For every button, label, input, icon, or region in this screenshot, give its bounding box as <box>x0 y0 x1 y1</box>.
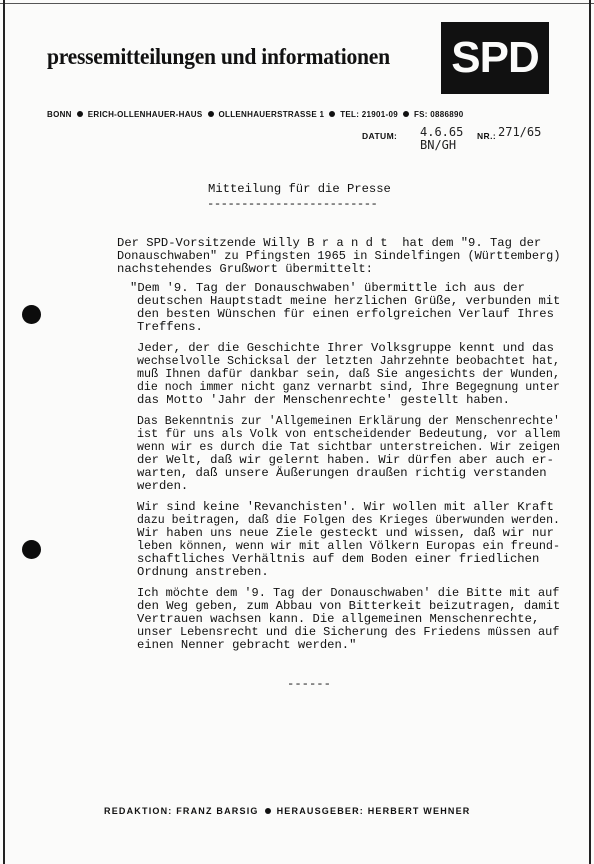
spd-logo: SPD <box>441 22 549 94</box>
quote-line: Treffens. <box>137 320 203 334</box>
quote-line: das Motto 'Jahr der Menschenrechte' gestellt haben. <box>137 393 510 407</box>
document-heading: Mitteilung für die Presse <box>208 182 391 196</box>
initials: BN/GH <box>420 138 457 152</box>
address-fs: FS: 0886890 <box>413 110 464 119</box>
datum-value: 4.6.65 <box>420 125 464 139</box>
quote-line: deutschen Hauptstadt meine herzlichen Grüße, verbunden mit <box>137 294 561 308</box>
quote-line: Wir sind keine 'Revanchisten'. Wir wollen mit aller Kraft <box>137 500 554 514</box>
closing-rule: ------ <box>287 677 331 691</box>
nr-value: 271/65 <box>498 125 542 139</box>
quote-line: Wir haben uns neue Ziele gesteckt und wissen, daß wir nur <box>137 526 554 540</box>
quote-line: schaftliches Verhältnis auf dem Boden einer friedlichen <box>137 552 540 566</box>
quote-line: unser Lebensrecht und die Sicherung des Friedens müssen auf <box>137 625 560 639</box>
heading-underline: ------------------------- <box>207 197 378 211</box>
punch-hole <box>22 540 41 559</box>
footer-herausgeber: HERAUSGEBER: HERBERT WEHNER <box>276 806 471 816</box>
punch-hole <box>22 305 41 324</box>
quote-line: "Dem '9. Tag der Donauschwaben' übermittle ich aus der <box>130 281 525 295</box>
intro-line: Der SPD-Vorsitzende Willy B r a n d t hat dem "9. Tag der <box>117 236 542 250</box>
intro-line: nachstehendes Grußwort übermittelt: <box>117 262 373 276</box>
quote-line: dazu beitragen, daß die Folgen des Krieges überwunden werden. <box>137 513 560 527</box>
quote-line: warten, daß unsere Äußerungen draußen richtig verstanden <box>137 466 547 480</box>
page-border-left <box>3 0 5 864</box>
address-line <box>47 110 464 119</box>
address-city: BONN <box>47 110 72 119</box>
quote-line: werden. <box>137 479 189 493</box>
quote-line: Vertrauen wachsen kann. Die allgemeinen Menschenrechte, <box>137 612 540 626</box>
bullet-icon <box>329 111 335 117</box>
nr-label: NR.: <box>477 131 497 141</box>
quote-line: die noch immer nicht ganz vernarbt sind, Ihre Begegnung unter <box>137 380 560 394</box>
bullet-icon <box>208 111 214 117</box>
datum-label: DATUM: <box>362 131 398 141</box>
intro-line: Donauschwaben" zu Pfingsten 1965 in Sindelfingen (Württemberg) <box>117 249 561 263</box>
quote-line: Das Bekenntnis zur 'Allgemeinen Erklärung der Menschenrechte' <box>137 414 560 428</box>
quote-line: einen Nenner gebracht werden." <box>137 638 357 652</box>
bullet-icon <box>403 111 409 117</box>
bullet-icon <box>265 808 271 814</box>
footer-credits <box>104 806 471 816</box>
quote-line: muß Ihnen dafür dankbar sein, daß Sie angesichts der Wunden, <box>137 367 561 381</box>
quote-line: wenn wir es durch die Tat sichtbar unterstreichen. Wir zeigen <box>137 440 560 454</box>
quote-line: den besten Wünschen für einen erfolgreichen Verlauf Ihres <box>137 307 554 321</box>
quote-line: ist für uns als Volk von entscheidender Bedeutung, vor allem <box>137 427 561 441</box>
quote-line: leben können, wenn wir mit allen Völkern Europas ein freund- <box>137 539 561 553</box>
quote-line: der Welt, daß wir gelernt haben. Wir dürfen aber auch er- <box>137 453 554 467</box>
quote-line: wechselvolle Schicksal der letzten Jahrzehnte beobachtet hat, <box>137 354 560 368</box>
page-border-top <box>0 3 594 4</box>
address-building: ERICH-OLLENHAUER-HAUS <box>87 110 203 119</box>
quote-line: Ordnung anstreben. <box>137 565 269 579</box>
masthead-title: pressemitteilungen und informationen <box>47 44 390 70</box>
address-tel: TEL: 21901-09 <box>340 110 398 119</box>
page-border-right <box>589 0 591 864</box>
footer-redaktion: REDAKTION: FRANZ BARSIG <box>104 806 259 816</box>
bullet-icon <box>77 111 83 117</box>
address-street: OLLENHAUERSTRASSE 1 <box>218 110 325 119</box>
quote-line: Ich möchte dem '9. Tag der Donauschwaben' die Bitte mit auf <box>137 586 560 600</box>
quote-line: den Weg geben, zum Abbau von Bitterkeit beizutragen, damit <box>137 599 561 613</box>
quote-line: Jeder, der die Geschichte Ihrer Volksgruppe kennt und das <box>137 341 554 355</box>
